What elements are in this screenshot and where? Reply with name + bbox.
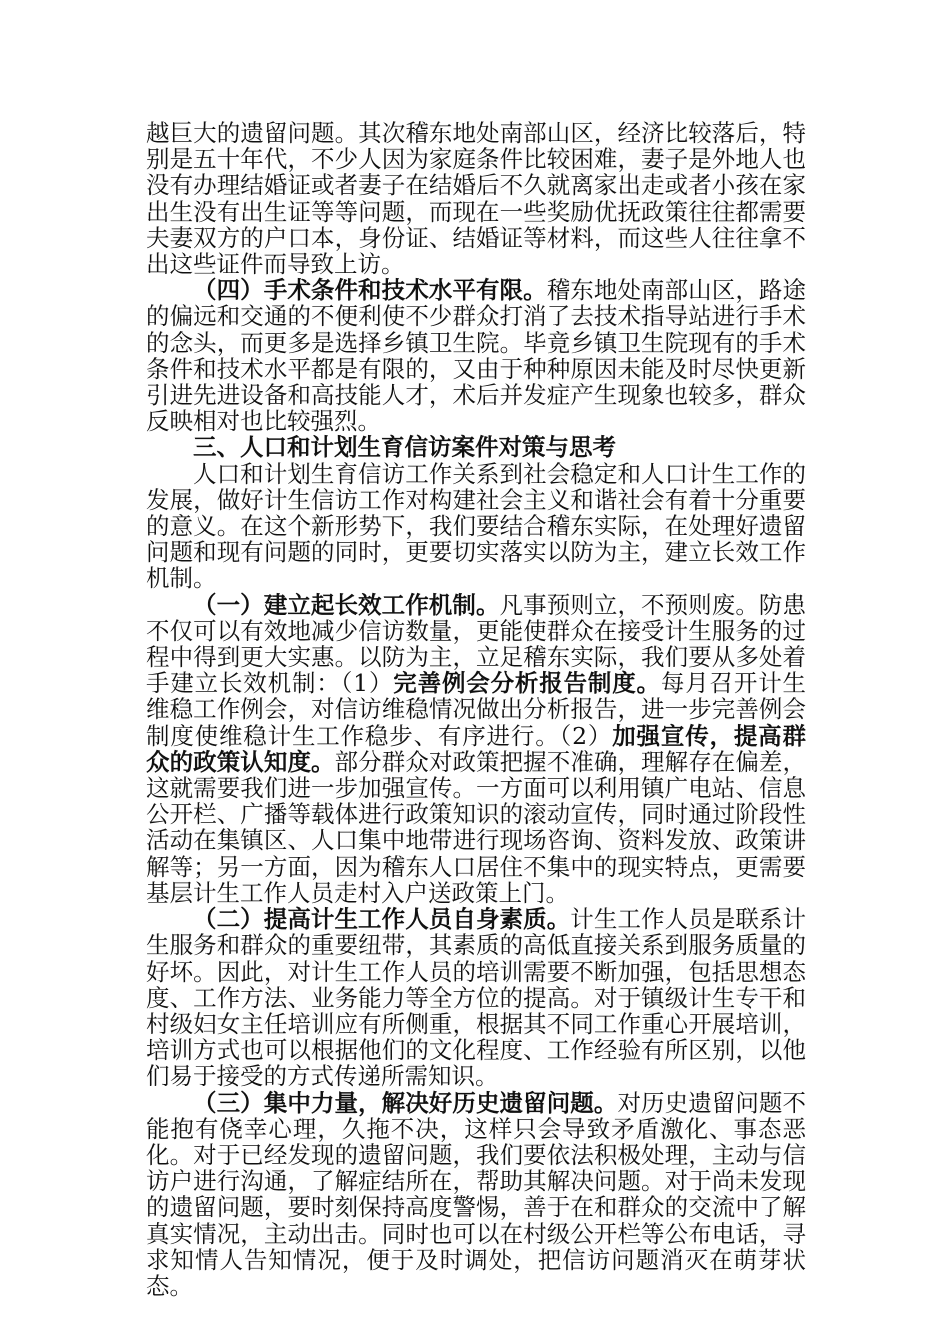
document-page bbox=[146, 120, 806, 1299]
paragraph-long-term-mechanism bbox=[146, 592, 806, 906]
paragraph-lead: （三）集中力量，解决好历史遗留问题。 bbox=[193, 1088, 618, 1117]
paragraph-historical-issues bbox=[146, 1090, 806, 1300]
paragraph-lead: （二）提高计生工作人员自身素质。 bbox=[193, 905, 571, 934]
paragraph-surgery-conditions bbox=[146, 277, 806, 434]
paragraph-text: 部分群众对政策把握不准确，理解存在偏差，这就需要我们进一步加强宣传。一方面可以利用镇广电站、信息公开栏、广播等载体进行政策知识的滚动宣传，同时通过阶段性活动在集镇区、人口集中地带进行现场咨询、资料发放、政策讲解等；另一方面，因为稽东人口居住不集中的现实特点，更需要基层计生工作人员走村入户送政策上门。 bbox=[146, 747, 807, 907]
paragraph-lead: （一）建立起长效工作机制。 bbox=[193, 590, 500, 619]
paragraph-intro bbox=[146, 461, 806, 592]
paragraph-continuation bbox=[146, 120, 806, 277]
paragraph-text: 稽东地处南部山区，路途的偏远和交通的不便利使不少群众打消了去技术指导站进行手术的念头，而更多是选择乡镇卫生院。毕竟乡镇卫生院现有的手术条件和技术水平都是有限的，又由于种种原因未能及时尽快更新引进先进设备和高技能人才，术后并发症产生现象也较多，群众反映相对也比较强烈。 bbox=[146, 276, 807, 436]
paragraph-text: 凡事预则立，不预则废。防患不仅可以有效地减少信访数量，更能使群众在接受计生服务的过程中得到更大实惠。以防为主，立足稽东实际，我们要从多处着手建立长效机制：（1） bbox=[146, 590, 807, 698]
paragraph-text: 人口和计划生育信访工作关系到社会稳定和人口计生工作的发展，做好计生信访工作对构建社会主义和谐社会有着十分重要的意义。在这个新形势下，我们要结合稽东实际，在处理好遗留问题和现有问题的同时，更要切实落实以防为主，建立长效工作机制。 bbox=[146, 459, 806, 593]
paragraph-text: 每月召开计生维稳工作例会，对信访维稳情况做出分析报告，进一步完善例会制度使维稳计生工作稳步、有序进行。（2） bbox=[146, 669, 807, 750]
paragraph-text: 对历史遗留问题不能抱有侥幸心理，久拖不决，这样只会导致矛盾激化、事态恶化。对于已经发现的遗留问题，我们要依法积极处理，主动与信访户进行沟通，了解症结所在，帮助其解决问题。对于尚未发现的遗留问题，要时刻保持高度警惕，善于在和群众的交流中了解真实情况，主动出击。同时也可以在村级公开栏等公布电话，寻求知情人告知情况，便于及时调处，把信访问题消灭在萌芽状态。 bbox=[146, 1088, 807, 1300]
paragraph-subpoint-1: 完善例会分析报告制度。 bbox=[393, 669, 661, 698]
paragraph-text: 计生工作人员是联系计生服务和群众的重要纽带，其素质的高低直接关系到服务质量的好坏。因此，对计生工作人员的培训需要不断加强，包括思想态度、工作方法、业务能力等全方位的提高。对于镇级计生专干和村级妇女主任培训应有所侧重，根据其不同工作重心开展培训，培训方式也可以根据他们的文化程度、工作经验有所区别，以他们易于接受的方式传递所需知识。 bbox=[146, 905, 807, 1091]
paragraph-text: 越巨大的遗留问题。其次稽东地处南部山区，经济比较落后，特别是五十年代，不少人因为家庭条件比较困难，妻子是外地人也没有办理结婚证或者妻子在结婚后不久就离家出走或者小孩在家出生没有出生证等等问题，而现在一些奖励优抚政策往往都需要夫妻双方的户口本，身份证、结婚证等材料，而这些人往往拿不出这些证件而导致上访。 bbox=[146, 119, 806, 279]
paragraph-staff-quality bbox=[146, 906, 806, 1089]
paragraph-lead: （四）手术条件和技术水平有限。 bbox=[193, 276, 547, 305]
paragraph-subpoint-2: 加强宣传，提高群众的政策认知度。 bbox=[146, 721, 806, 776]
section-heading: 三、人口和计划生育信访案件对策与思考 bbox=[193, 433, 616, 462]
